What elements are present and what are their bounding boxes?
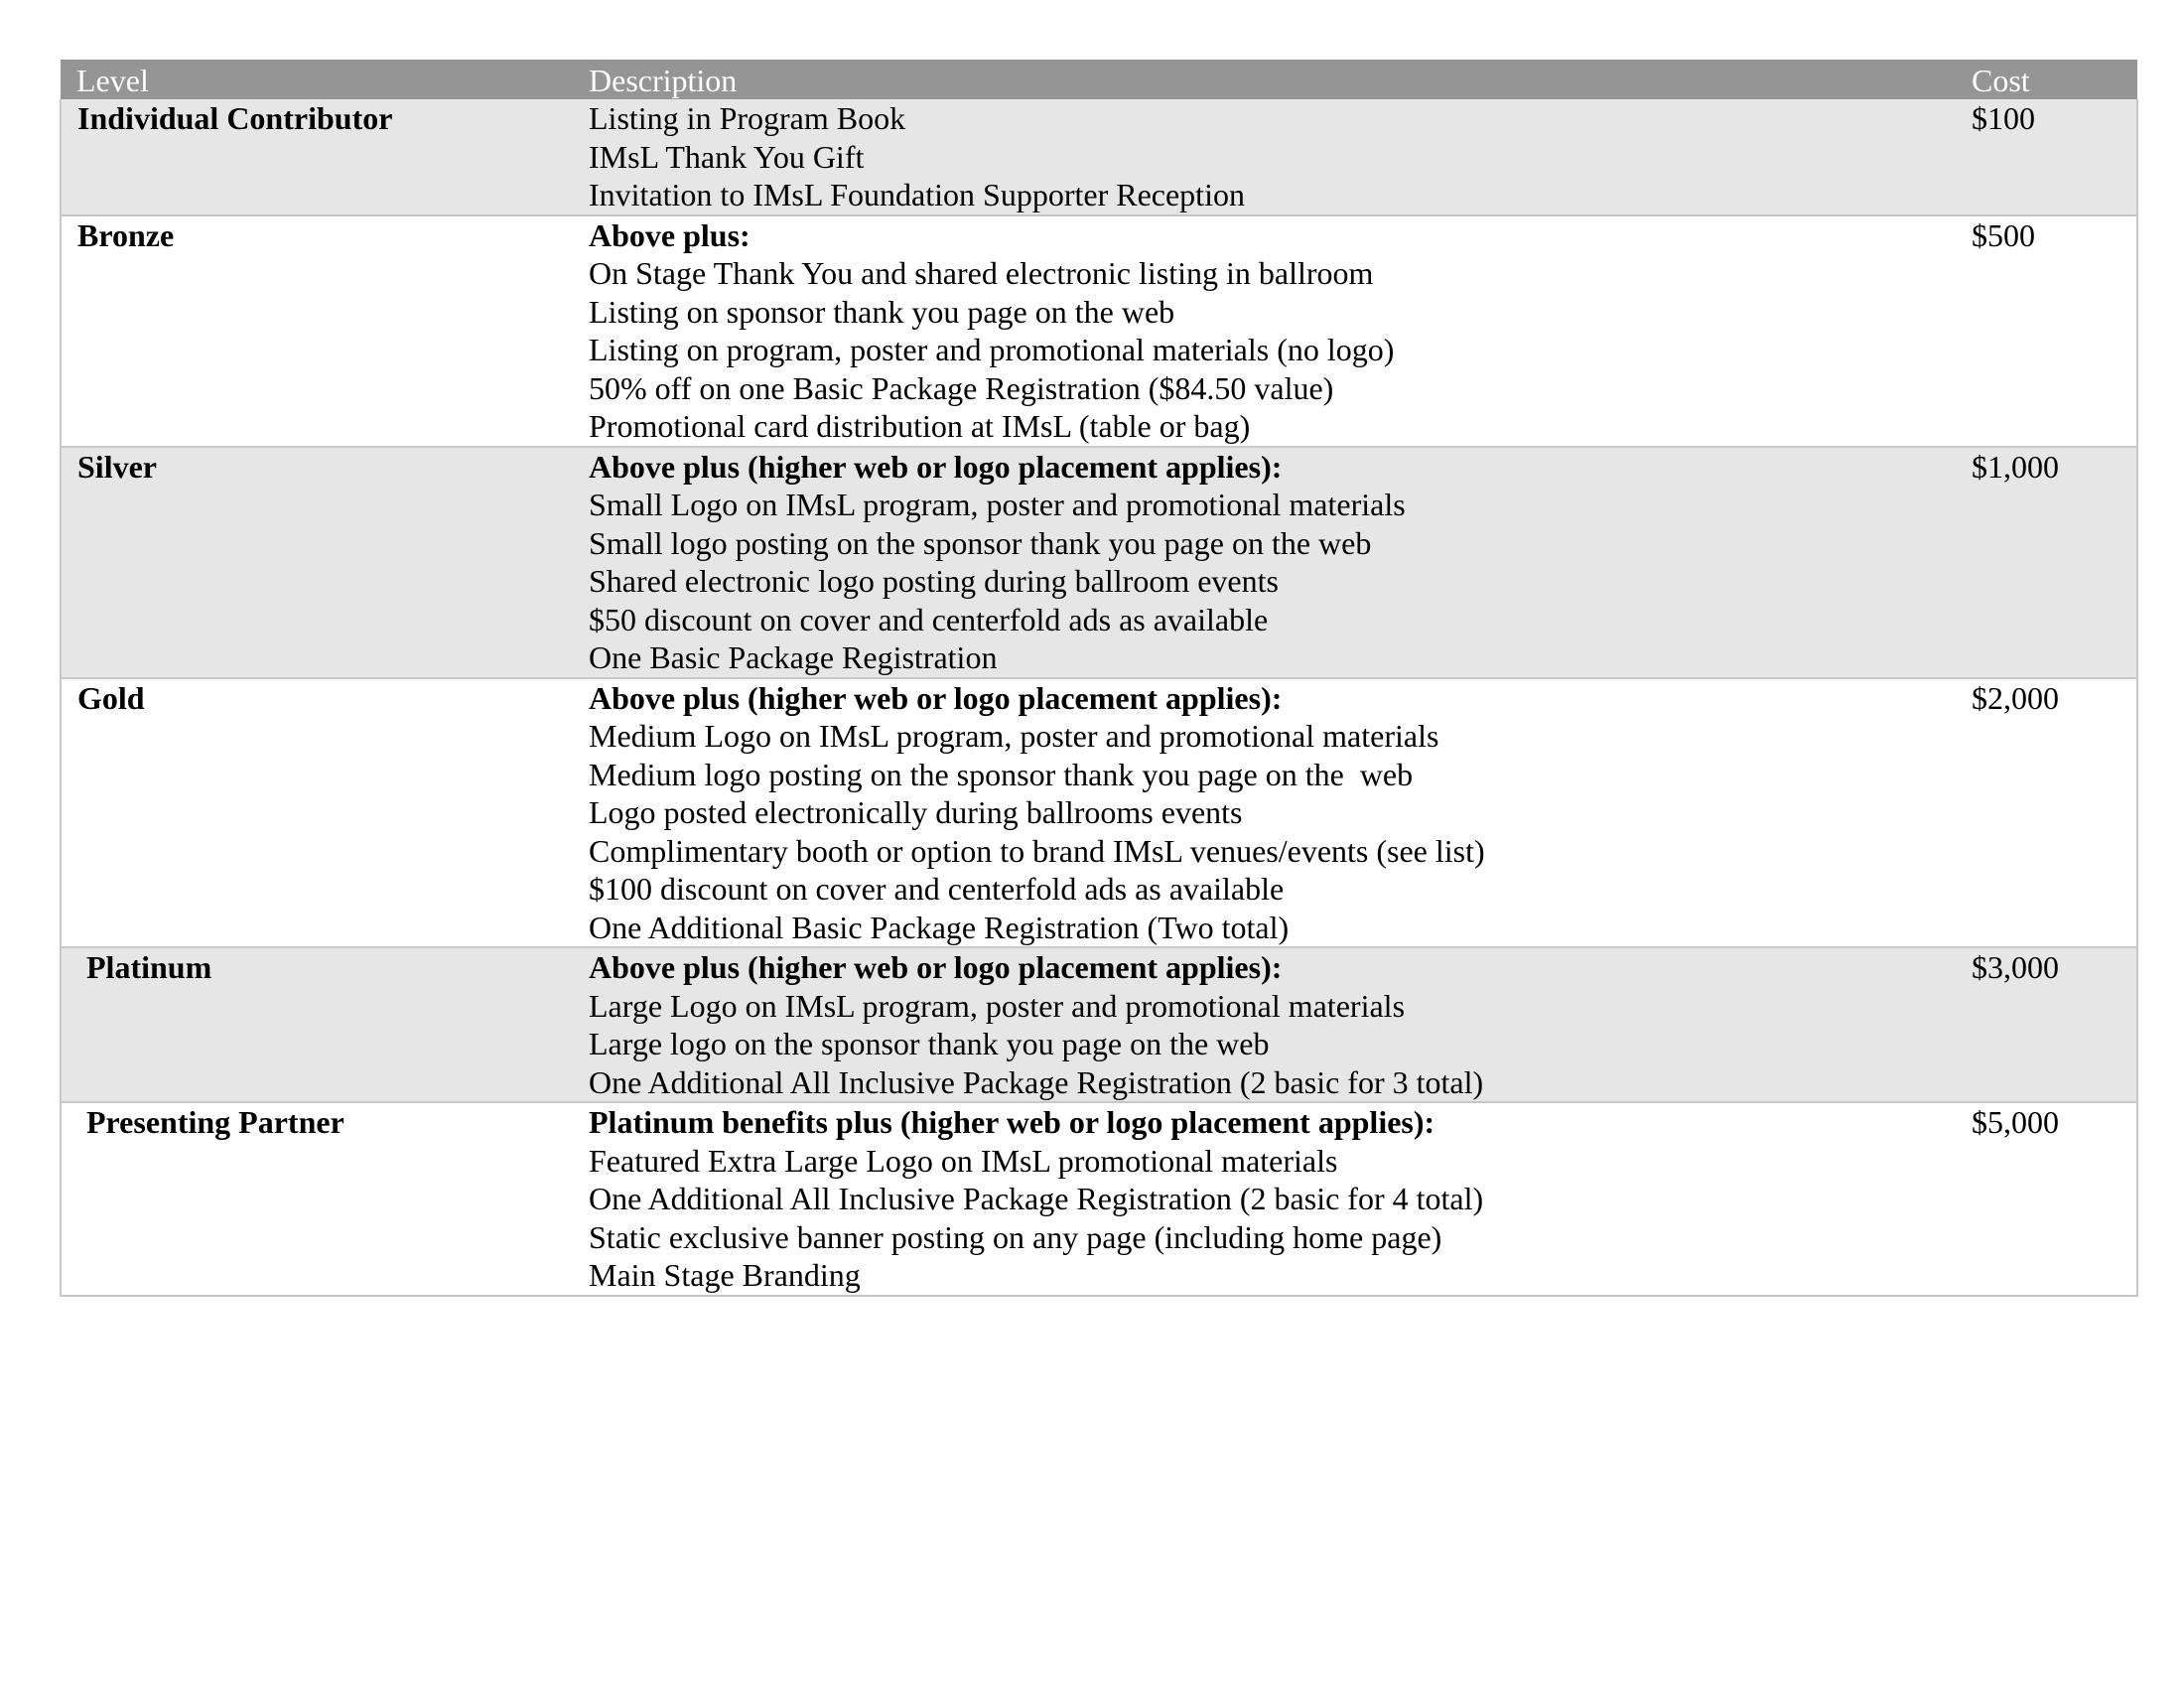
- benefit-item: Shared electronic logo posting during ballroom events: [589, 563, 1279, 599]
- sponsorship-levels-table: [60, 60, 2138, 1297]
- benefit-item: Small Logo on IMsL program, poster and promotional materials: [589, 487, 1406, 522]
- level-name: Individual Contributor: [77, 100, 393, 136]
- benefit-item: Medium Logo on IMsL program, poster and promotional materials: [589, 718, 1439, 754]
- benefit-item: Medium logo posting on the sponsor thank you page on the web: [589, 756, 1414, 792]
- cost-cell: $5,000: [1956, 1102, 2137, 1296]
- tier-row-platinum: [61, 947, 2137, 1102]
- header-cost: Cost: [1956, 60, 2137, 99]
- level-name: Gold: [77, 679, 145, 716]
- header-description: Description: [573, 60, 1956, 99]
- benefit-item: One Basic Package Registration: [589, 639, 998, 675]
- benefit-lead: Above plus (higher web or logo placement applies):: [589, 679, 1283, 716]
- tier-row-bronze: [61, 215, 2137, 447]
- benefit-lead: Above plus (higher web or logo placement applies):: [589, 949, 1283, 985]
- benefit-item: Listing on program, poster and promotional materials (no logo): [589, 332, 1395, 367]
- benefit-item: Featured Extra Large Logo on IMsL promotional materials: [589, 1142, 1338, 1179]
- benefit-item: One Additional All Inclusive Package Registration (2 basic for 3 total): [589, 1063, 1484, 1100]
- cost-cell: $2,000: [1956, 678, 2137, 948]
- page: [60, 60, 2136, 1297]
- description-cell: [573, 1102, 1956, 1296]
- level-name: Silver: [77, 448, 157, 485]
- level-name: Presenting Partner: [86, 1104, 344, 1140]
- benefit-item: $100 discount on cover and centerfold ads as available: [589, 871, 1285, 907]
- benefit-item: Main Stage Branding: [589, 1257, 861, 1293]
- benefit-item: Listing on sponsor thank you page on the web: [589, 293, 1175, 330]
- description-cell: [573, 947, 1956, 1102]
- level-name: Bronze: [77, 216, 175, 253]
- benefit-lead: Above plus (higher web or logo placement applies):: [589, 448, 1283, 485]
- benefit-item: Complimentary booth or option to brand IMsL venues/events (see list): [589, 832, 1485, 869]
- benefit-item: Invitation to IMsL Foundation Supporter Reception: [589, 177, 1245, 212]
- level-cell: [61, 678, 573, 948]
- benefit-item: Small logo posting on the sponsor thank you page on the web: [589, 524, 1372, 561]
- benefit-lead: Above plus:: [589, 216, 751, 253]
- table-header-row: [61, 60, 2137, 99]
- level-cell: [61, 447, 573, 678]
- level-cell: [61, 947, 573, 1102]
- benefit-item: Logo posted electronically during ballrooms events: [589, 794, 1243, 830]
- description-cell: [573, 215, 1956, 447]
- benefit-item: Listing in Program Book: [589, 100, 906, 136]
- description-cell: [573, 678, 1956, 948]
- benefit-item: $50 discount on cover and centerfold ads as available: [589, 601, 1269, 637]
- benefit-item: 50% off on one Basic Package Registration ($84.50 value): [589, 369, 1334, 406]
- benefit-item: On Stage Thank You and shared electronic listing in ballroom: [589, 255, 1374, 291]
- benefit-item: One Additional Basic Package Registration (Two total): [589, 909, 1290, 945]
- cost-cell: $500: [1956, 215, 2137, 447]
- benefit-item: Static exclusive banner posting on any page (including home page): [589, 1218, 1442, 1255]
- tier-row-individual-contributor: [61, 99, 2137, 215]
- cost-cell: $100: [1956, 99, 2137, 215]
- cost-cell: $3,000: [1956, 947, 2137, 1102]
- tier-row-gold: [61, 678, 2137, 948]
- level-cell: [61, 99, 573, 215]
- header-level: Level: [61, 60, 573, 99]
- benefit-item: Promotional card distribution at IMsL (table or bag): [589, 408, 1251, 444]
- description-cell: [573, 447, 1956, 678]
- tier-row-silver: [61, 447, 2137, 678]
- benefit-item: One Additional All Inclusive Package Registration (2 basic for 4 total): [589, 1181, 1484, 1216]
- cost-cell: $1,000: [1956, 447, 2137, 678]
- level-cell: [61, 215, 573, 447]
- level-cell: [61, 1102, 573, 1296]
- description-cell: [573, 99, 1956, 215]
- level-name: Platinum: [86, 949, 212, 985]
- benefit-item: Large logo on the sponsor thank you page on the web: [589, 1026, 1270, 1061]
- benefit-lead: Platinum benefits plus (higher web or logo placement applies):: [589, 1104, 1435, 1140]
- benefit-item: IMsL Thank You Gift: [589, 138, 865, 175]
- tier-row-presenting-partner: [61, 1102, 2137, 1296]
- benefit-item: Large Logo on IMsL program, poster and promotional materials: [589, 987, 1406, 1024]
